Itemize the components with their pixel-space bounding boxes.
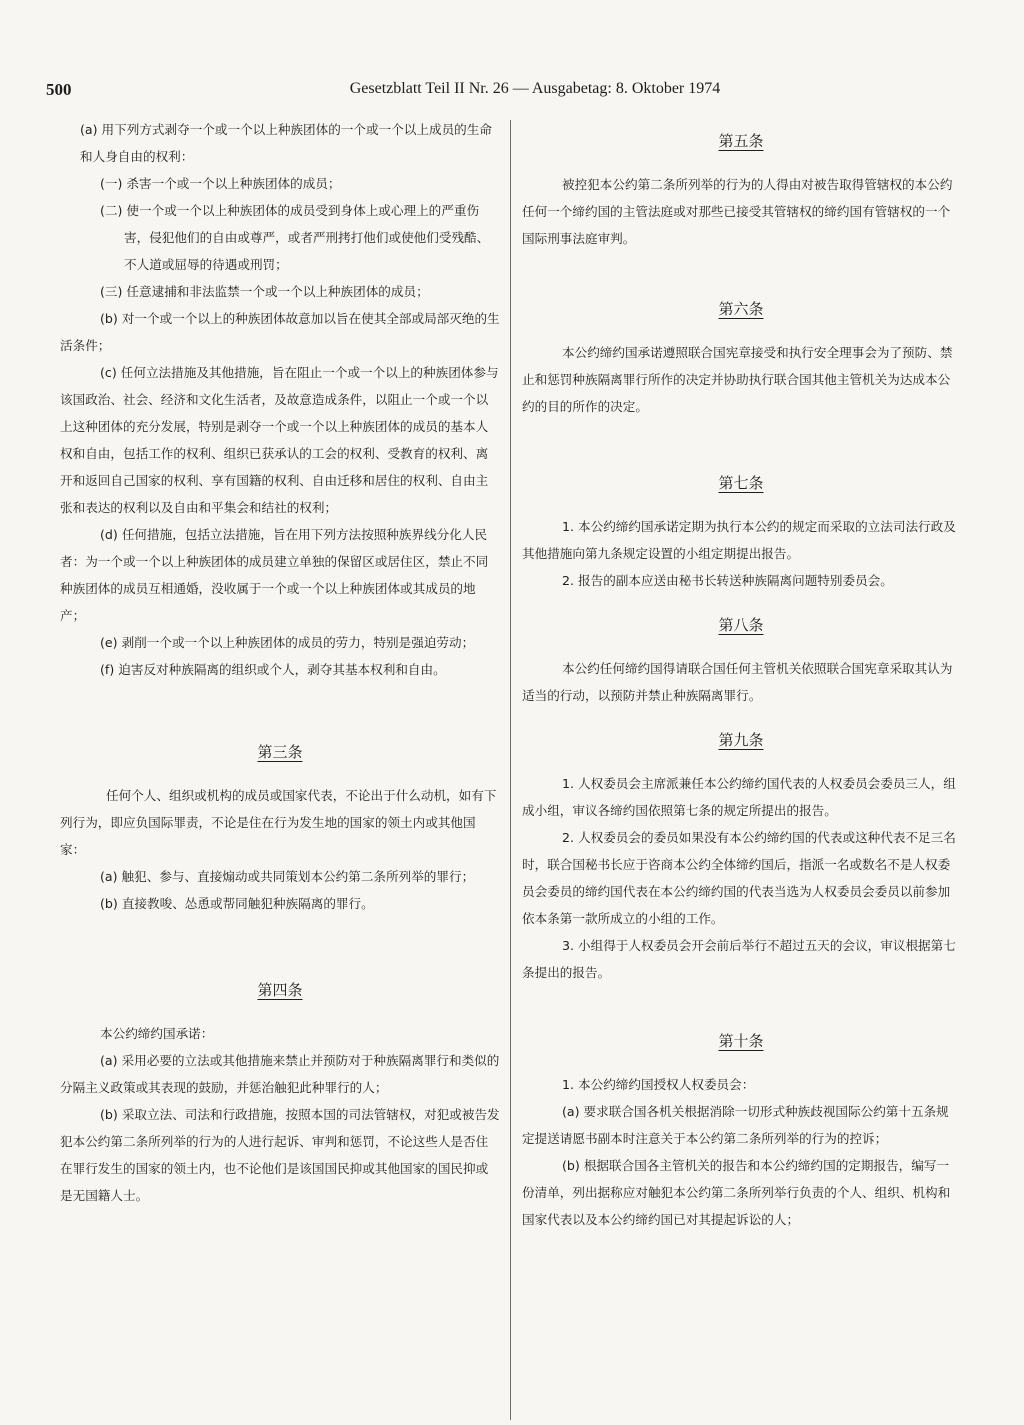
article-5-title: 第五条 [718,132,764,150]
gazette-title: Gesetzblatt Teil II Nr. 26 — Ausgabetag: 8. Oktober 1974 [349,80,721,97]
article-10-para-1: 1. 本公约缔约国授权人权委员会： [562,1077,755,1092]
item-f: (f) 迫害反对种族隔离的组织或个人，剥夺其基本权利和自由。 [100,662,446,677]
article-9-para-2: 2. 人权委员会的委员如果没有本公约缔约国的代表或这种代表不足三名时，联合国秘书长应于咨商本公约全体缔约国后，指派一名或数名不是人权委员会委员的缔约国代表在本公约缔约国的代表当选为人权委员会委员以前参加依本条第一款所成立的小组的工作。 [522,830,956,926]
article-9-title: 第九条 [718,731,764,749]
article-7-para-2: 2. 报告的副本应送由秘书长转送种族隔离问题特别委员会。 [562,573,893,588]
column-divider [510,120,511,1420]
item-a-1: (一) 杀害一个或一个以上种族团体的成员； [100,176,341,191]
item-b: (b) 对一个或一个以上的种族团体故意加以旨在使其全部或局部灭绝的生活条件； [60,311,500,353]
item-e: (e) 剥削一个或一个以上种族团体的成员的劳力，特别是强迫劳动； [100,635,475,650]
item-c: (c) 任何立法措施及其他措施，旨在阻止一个或一个以上的种族团体参与该国政治、社会、经济和文化生活者，及故意造成条件，以阻止一个或一个以上这种团体的充分发展，特别是剥夺一个或一个以上种族团体的成员的基本人权和自由，包括工作的权利、组织已获承认的工会的权利、受教育的权利、离开和返回自己国家的权利、享有国籍的权利、自由迁移和居住的权利、自由主张和表达的权利以及自由和平集会和结社的权利； [60,365,499,515]
article-7-para-1: 1. 本公约缔约国承诺定期为执行本公约的规定而采取的立法司法行政及其他措施向第九条规定设置的小组定期提出报告。 [522,519,956,561]
article-10-item-b: (b) 根据联合国各主管机关的报告和本公约缔约国的定期报告，编写一份清单，列出据称应对触犯本公约第二条所列举行负责的个人、组织、机构和国家代表以及本公约缔约国已对其提起诉讼的人； [522,1158,951,1227]
item-d: (d) 任何措施，包括立法措施，旨在用下列方法按照种族界线分化人民者：为一个或一个以上种族团体的成员建立单独的保留区或居住区，禁止不同种族团体的成员互相通婚，没收属于一个或一个以上种族团体或其成员的地产； [60,527,489,623]
article-3-title: 第三条 [257,743,303,761]
article-10-item-a: (a) 要求联合国各机关根据消除一切形式种族歧视国际公约第十五条规定提送请愿书副本时注意关于本公约第二条所列举的行为的控诉； [522,1104,949,1146]
article-9-para-3: 3. 小组得于人权委员会开会前后举行不超过五天的会议，审议根据第七条提出的报告。 [522,938,956,980]
article-3-item-a: (a) 触犯、参与、直接煽动或共同策划本公约第二条所列举的罪行； [100,869,475,884]
page-header [46,80,984,106]
item-a: (a) 用下列方式剥夺一个或一个以上种族团体的一个或一个以上成员的生命和人身自由的权利： [80,122,492,164]
article-4-title: 第四条 [257,981,303,999]
item-a-2: (二) 使一个或一个以上种族团体的成员受到身体上或心理上的严重伤害，侵犯他们的自由或尊严，或者严刑拷打他们或使他们受残酷、不人道或屈辱的待遇或刑罚； [100,203,490,272]
right-column [522,116,960,1233]
article-4-item-b: (b) 采取立法、司法和行政措施，按照本国的司法管辖权，对犯或被告发犯本公约第二条所列举的行为的人进行起诉、审判和惩罚，不论这些人是否住在罪行发生的国家的领土内，也不论他们是该国国民抑或其他国家的国民抑或是无国籍人士。 [60,1107,500,1203]
article-5-para: 被控犯本公约第二条所列举的行为的人得由对被告取得管辖权的本公约任何一个缔约国的主管法庭或对那些已接受其管辖权的缔约国有管辖权的一个国际刑事法庭审判。 [522,177,953,246]
article-6-title: 第六条 [718,300,764,318]
article-6-para: 本公约缔约国承诺遵照联合国宪章接受和执行安全理事会为了预防、禁止和惩罚种族隔离罪行所作的决定并协助执行联合国其他主管机关为达成本公约的目的所作的决定。 [522,345,953,414]
page-number: 500 [46,80,72,99]
item-a-3: (三) 任意逮捕和非法监禁一个或一个以上种族团体的成员； [100,284,429,299]
article-8-para: 本公约任何缔约国得请联合国任何主管机关依照联合国宪章采取其认为适当的行动，以预防并禁止种族隔离罪行。 [522,661,953,703]
article-3-item-b: (b) 直接教唆、怂恿或帮同触犯种族隔离的罪行。 [100,896,374,911]
article-4-item-a: (a) 采用必要的立法或其他措施来禁止并预防对于种族隔离罪行和类似的分隔主义政策或其表现的鼓励，并惩治触犯此种罪行的人； [60,1053,500,1095]
article-8-title: 第八条 [718,616,764,634]
article-7-title: 第七条 [718,474,764,492]
article-4-para: 本公约缔约国承诺： [100,1026,214,1041]
article-9-para-1: 1. 人权委员会主席派兼任本公约缔约国代表的人权委员会委员三人，组成小组，审议各缔约国依照第七条的规定所提出的报告。 [522,776,956,818]
article-10-title: 第十条 [718,1032,764,1050]
left-column [60,116,500,1209]
article-3-para: 任何个人、组织或机构的成员或国家代表，不论出于什么动机，如有下列行为，即应负国际罪责，不论是住在行为发生地的国家的领土内或其他国家： [60,788,497,857]
